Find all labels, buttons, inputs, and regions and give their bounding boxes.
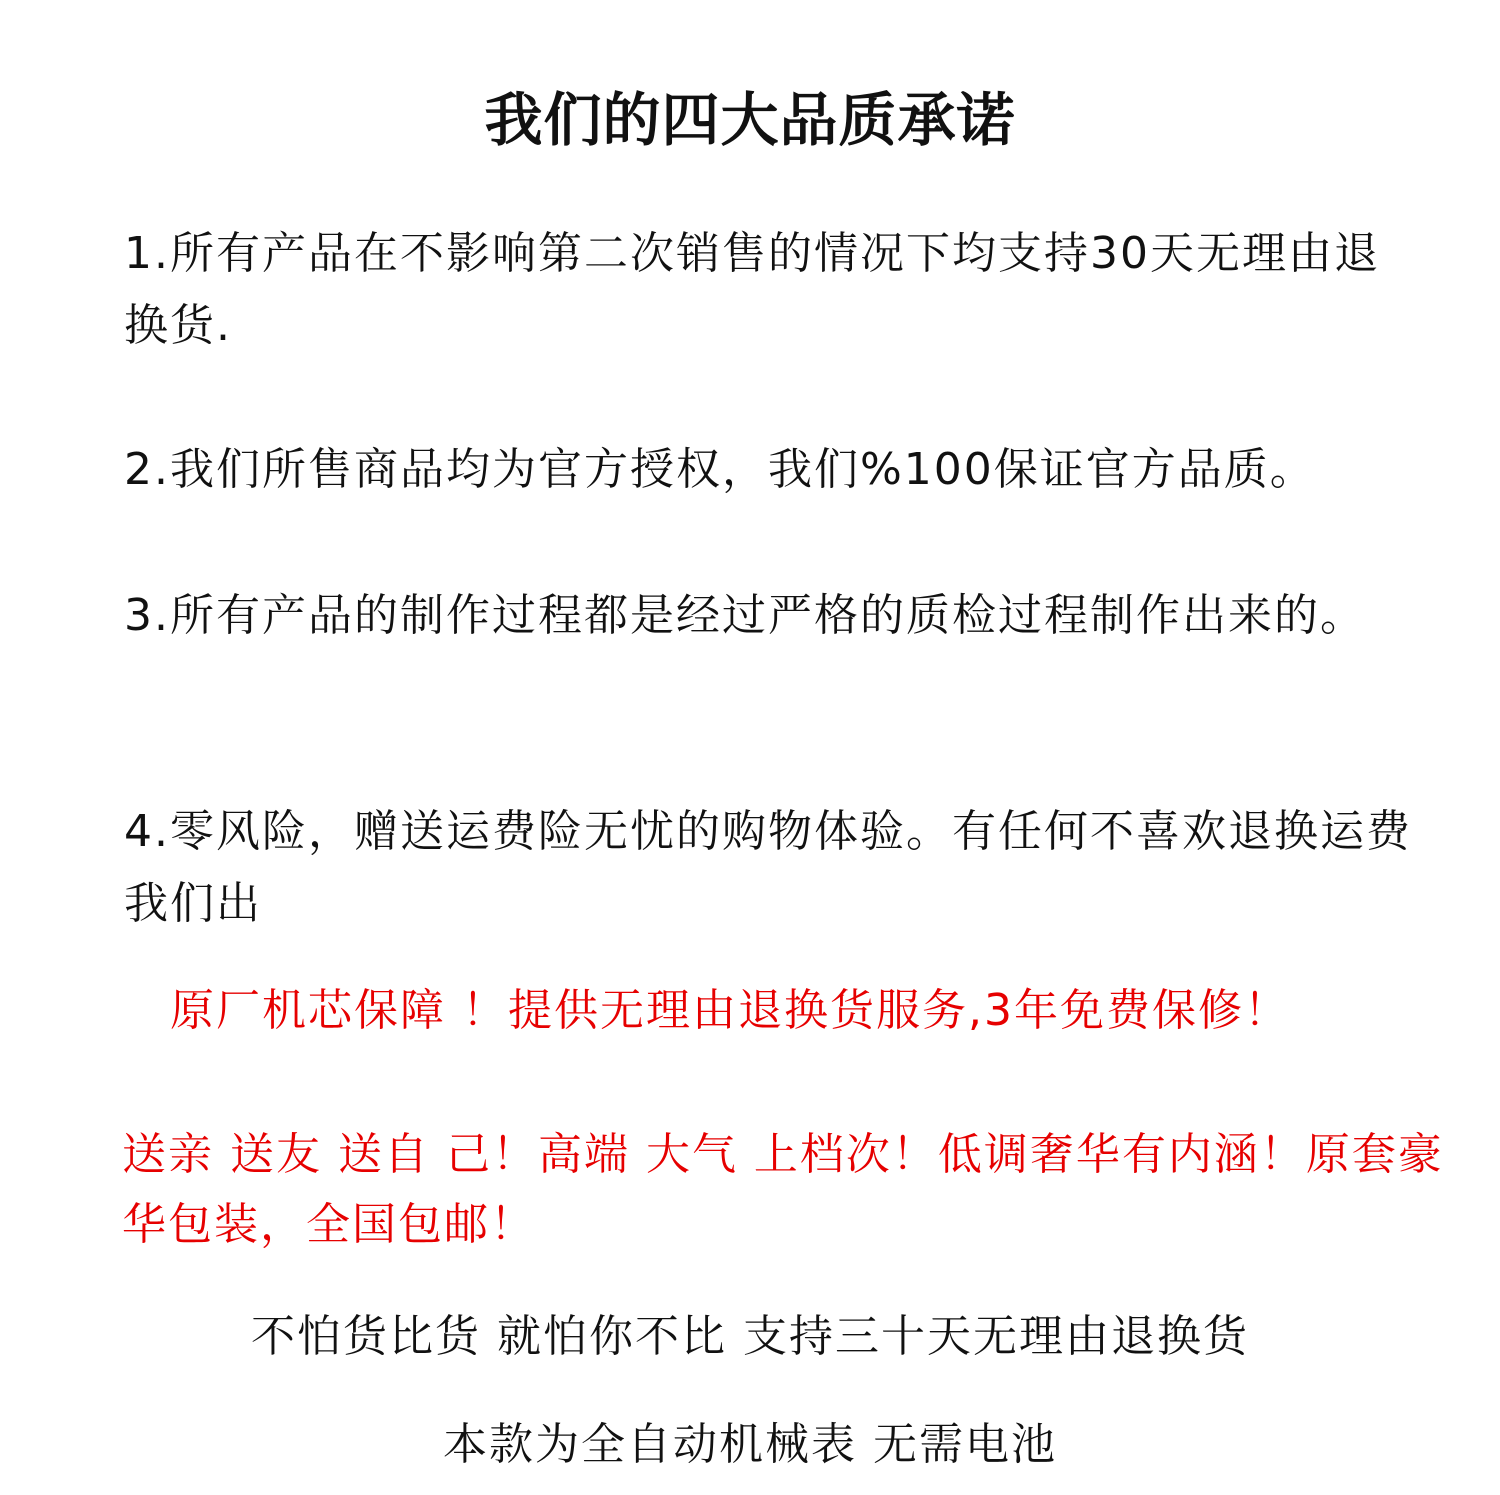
gift-text: 送亲 送友 送自 己！高端 大气 上档次！低调奢华有内涵！原套豪华包装，全国包邮！ (122, 1129, 1444, 1250)
movement-text: 本款为全自动机械表 无需电池 (443, 1419, 1057, 1470)
promise-item-2: 2.我们所售商品均为官方授权，我们%100保证官方品质。 (124, 444, 1316, 495)
guarantee-text: 原厂机芯保障 ！提供无理由退换货服务,3年免费保修！ (170, 985, 1290, 1036)
compare-text: 不怕货比货 就怕你不比 支持三十天无理由退换货 (251, 1311, 1249, 1362)
promise-item-3: 3.所有产品的制作过程都是经过严格的质检过程制作出来的。 (124, 590, 1366, 641)
promise-item-4: 4.零风险，赠送运费险无忧的购物体验。有任何不喜欢退换运费我们出 (124, 806, 1412, 929)
promise-item-1: 1.所有产品在不影响第二次销售的情况下均支持30天无理由退换货. (124, 228, 1380, 351)
page-title: 我们的四大品质承诺 (484, 86, 1016, 154)
